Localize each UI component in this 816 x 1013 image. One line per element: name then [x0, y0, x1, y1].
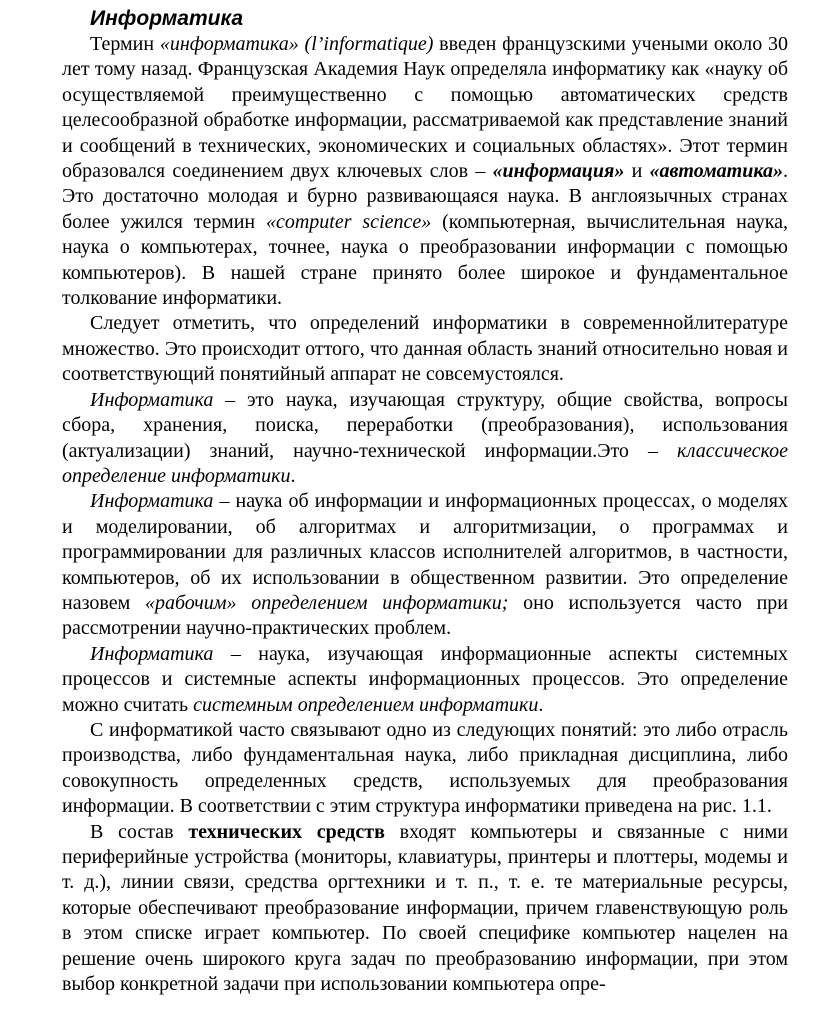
paragraph-working-definition — [62, 489, 788, 641]
text-run: введен французскими учеными около 30 лет тому назад. Французская Академия Наук определяла информатику как «науку об осуществляемой преимущественно с помощью автоматических средств целесообразной обработке информации, рассматриваемой как представление знаний и сообщений в технических, экономических и социальных областях». Этот термин образовался соединением двух ключевых слов – — [62, 33, 789, 183]
text-run: – наука, изучающая информационные аспекты системных процессов и системные аспекты информационных процессов. Это определение можно считать — [62, 642, 788, 716]
paragraph-technical-means — [62, 820, 788, 998]
term-informatika: Информатика — [90, 490, 214, 513]
term-informatika: Информатика — [90, 388, 214, 411]
text-run: (компьютерная, вычислительная наука, наука о компьютерах, точнее, наука о преобразовании информации с помощью компьютеров). В нашей стране принято более широкое и фундаментальное толкование информатики. — [62, 210, 789, 310]
text-run: В состав — [90, 820, 189, 843]
term-informatique: «информатика» (l’informatique) — [159, 33, 434, 55]
text-run: . — [538, 693, 544, 716]
text-run: . Это достаточно молодая и бурно развивающаяся наука. В англоязычных странах более ужился термин — [62, 160, 788, 233]
definition-label: системным определением информатики — [193, 693, 539, 716]
paragraph-definitions-note: Следует отметить, что определений информатики в современнойлитературе множество. Это происходит оттого, что данная область знаний относительно новая и соответствующий понятийный аппарат не совсемустоялся. — [62, 312, 788, 386]
text-run: входят компьютеры и связанные с ними периферийные устройства (мониторы, клавиатуры, принтеры и плоттеры, модемы и т. д.), линии связи, средства оргтехники и т. п., т. е. те материальные ресурсы, которые обеспечивают преобразование информации, причем главенствующую роль в этом списке играет компьютер. По своей специфике компьютер нацелен на решение очень широкого круга задач по преобразованию информации, при этом выбор конкретной задачи при использовании компьютера опре- — [62, 820, 788, 996]
paragraph-system-definition — [62, 642, 788, 718]
paragraph-classic-definition — [62, 388, 788, 490]
definition-label: классическое определение информатики — [62, 439, 788, 487]
term-informatsiya: «информация» — [492, 160, 625, 183]
term-informatika: Информатика — [90, 642, 214, 665]
text-run: оно используется часто при рассмотрении научно-практических проблем. — [62, 591, 788, 640]
text-run: и — [624, 160, 650, 183]
text-run: – наука об информации и информационных процессах, о моделях и моделировании, об алгоритмах и алгоритмизации, о программах и программировании для различных классов исполнителей алгоритмов, в частности, компьютеров, об их использовании в общественном развитии. Это определение назовем — [62, 490, 788, 614]
text-run: – это наука, изучающая структуру, общие свойства, вопросы сбора, хранения, поиска, переработки (преобразования), использования (актуализации) знаний, научно-технической информации.Это – — [62, 388, 788, 462]
term-technical-means: технических средств — [188, 820, 385, 843]
document-page — [62, 0, 788, 997]
text-run: . — [290, 464, 296, 487]
text-run: Термин — [90, 33, 160, 55]
definition-label: «рабочим» определением информатики; — [144, 591, 509, 614]
page-title: Информатика — [90, 7, 244, 30]
term-avtomatika: «автоматика» — [649, 160, 783, 183]
paragraph-intro — [62, 32, 788, 311]
paragraph-structure: С информатикой часто связывают одно из следующих понятий: это либо отрасль производства, либо фундаментальная наука, либо прикладная дисциплина, либо совокупность определенных средств, используемых для преобразования информации. В соответствии с этим структура информатики приведена на рис. 1.1. — [62, 718, 788, 818]
term-computer-science: «computer science» — [265, 210, 432, 233]
